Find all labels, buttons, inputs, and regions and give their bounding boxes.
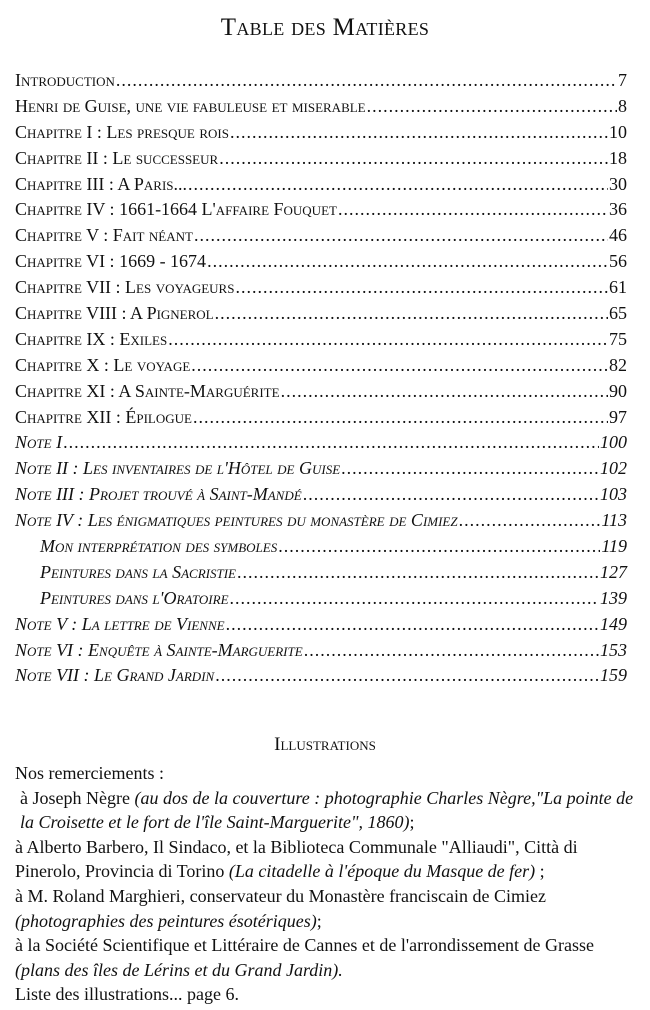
toc-entry-label: Chapitre IV : 1661-1664 L'affaire Fouquet [15, 199, 337, 220]
toc-entry [15, 458, 627, 484]
toc-entry-page: 46 [609, 225, 627, 246]
toc-leader-dots [215, 665, 599, 686]
toc-entry-page: 127 [600, 561, 627, 582]
illustrations-heading: Illustrations [274, 734, 376, 755]
toc-entry-label: Note III : Projet trouvé à Saint-Mandé [15, 484, 302, 505]
toc-leader-dots [304, 640, 599, 661]
toc-entry [15, 640, 627, 666]
ack-italic: (au dos de la couverture : photographie Charles Nègre,"La pointe de la Croisette et le fort de l'île Saint-Marguerite", 1860) [20, 787, 634, 833]
toc-entry [15, 199, 627, 225]
toc-leader-dots [226, 614, 599, 635]
toc-entry [15, 148, 627, 174]
toc-entry-page: 10 [609, 121, 627, 142]
toc-entry-page: 90 [609, 380, 627, 401]
toc-entry-label: Henri de Guise, une vie fabuleuse et miserable [15, 95, 366, 116]
toc-entry-page: 119 [601, 536, 627, 557]
toc-entry-page: 153 [600, 639, 627, 660]
ack-italic: (La citadelle à l'époque du Masque de fer) [228, 861, 536, 882]
toc-leader-dots [303, 484, 599, 505]
toc-leader-dots [193, 407, 608, 428]
ack-end: ; [535, 861, 545, 882]
toc-entry [15, 665, 627, 691]
ack-end: ; [409, 812, 415, 833]
toc-leader-dots [194, 225, 608, 246]
toc-leader-dots [116, 70, 617, 91]
toc-entry-label: Introduction [15, 70, 115, 90]
ack-footer: Liste des illustrations... page 6. [15, 984, 239, 1005]
toc-entry-page: 30 [609, 173, 627, 194]
toc-entry-label: Note V : La lettre de Vienne [15, 613, 225, 634]
toc-leader-dots [338, 199, 608, 220]
toc-entry-page: 100 [600, 432, 627, 453]
toc-leader-dots [207, 251, 608, 272]
toc-entry [15, 407, 627, 433]
toc-entry-label: Chapitre XII : Épilogue [15, 406, 192, 427]
toc-entry [15, 355, 627, 381]
toc-entry [15, 70, 627, 96]
toc-leader-dots [168, 329, 608, 350]
toc-entry [15, 432, 627, 458]
ack-italic: (plans des îles de Lérins et du Grand Jardin). [15, 959, 343, 980]
ack-text: à la Société Scientifique et Littéraire de Cannes et de l'arrondissement de Grasse [15, 935, 595, 956]
toc-entry [15, 536, 627, 562]
toc-entry [15, 174, 627, 200]
toc-entry-page: 103 [600, 484, 627, 505]
ack-item-marghieri [15, 884, 637, 933]
toc-entry-page: 159 [600, 665, 627, 686]
toc-entry-label: Note VI : Enquête à Sainte-Marguerite [15, 639, 303, 660]
toc-entry [15, 251, 627, 277]
ack-text: à M. Roland Marghieri, conservateur du Monastère franciscain de Cimiez [15, 885, 546, 906]
toc-leader-dots [230, 122, 608, 143]
toc-entry [15, 510, 627, 536]
toc-entry-label: Chapitre VII : Les voyageurs [15, 277, 235, 298]
toc-entry-page: 82 [609, 354, 627, 375]
toc-entry-page: 102 [600, 458, 627, 479]
ack-item-societe [15, 933, 637, 982]
toc-entry-page: 56 [609, 251, 627, 272]
toc-entry-label: Chapitre X : Le voyage [15, 354, 191, 375]
toc-leader-dots [63, 432, 599, 453]
toc-entry-page: 139 [600, 587, 627, 608]
acknowledgements [15, 761, 637, 1007]
page-title: Table des Matières [220, 14, 430, 41]
toc-entry-label: Chapitre III : A Paris... [15, 173, 188, 194]
toc-entry-label: Mon interprétation des symboles [40, 536, 278, 557]
toc-entry-page: 149 [600, 613, 627, 634]
toc-entry-page: 7 [618, 70, 627, 90]
toc-entry-label: Peintures dans la Sacristie [40, 561, 236, 582]
ack-text: à Joseph Nègre [20, 787, 135, 808]
toc-leader-dots [230, 588, 599, 609]
ack-end: ; [316, 910, 322, 931]
toc-leader-dots [278, 536, 600, 557]
toc-entry [15, 329, 627, 355]
toc-entry-label: Chapitre I : Les presque rois [15, 121, 229, 142]
toc-entry-label: Chapitre VIII : A Pignerol [15, 303, 214, 324]
toc-leader-dots [219, 148, 608, 169]
toc-entry-label: Note VII : Le Grand Jardin [15, 665, 215, 686]
toc-entry-label: Peintures dans l'Oratoire [40, 587, 229, 608]
toc-entry-label: Chapitre IX : Exiles [15, 328, 168, 349]
toc-entry [15, 562, 627, 588]
toc-entry-label: Note I [15, 432, 63, 453]
toc-entry-label: Chapitre VI : 1669 - 1674 [15, 251, 207, 272]
table-of-contents [15, 70, 627, 691]
toc-leader-dots [459, 510, 601, 531]
ack-intro: Nos remerciements : [15, 763, 164, 783]
toc-entry-page: 18 [609, 147, 627, 168]
toc-entry-page: 65 [609, 303, 627, 324]
toc-leader-dots [191, 355, 608, 376]
toc-entry-page: 75 [609, 328, 627, 349]
toc-leader-dots [281, 381, 608, 402]
ack-italic: (photographies des peintures ésotériques) [15, 910, 317, 931]
toc-entry [15, 225, 627, 251]
toc-entry-label: Chapitre XI : A Sainte-Marguérite [15, 380, 280, 401]
toc-entry [15, 484, 627, 510]
ack-text: à Alberto Barbero, Il Sindaco, et la Biblioteca Communale "Alliaudi", Città di Pinerolo, Provincia di Torino [15, 836, 578, 882]
toc-entry-page: 97 [609, 406, 627, 427]
toc-entry-label: Note II : Les inventaires de l'Hôtel de Guise [15, 458, 341, 479]
toc-entry-label: Chapitre V : Fait néant [15, 225, 193, 246]
toc-entry [15, 614, 627, 640]
toc-entry-label: Note IV : Les énigmatiques peintures du monastère de Cimiez [15, 510, 458, 531]
ack-item-negre [15, 786, 637, 835]
toc-entry-page: 8 [618, 95, 627, 116]
toc-entry-page: 36 [609, 199, 627, 220]
toc-entry [15, 122, 627, 148]
toc-entry-page: 113 [601, 510, 627, 531]
toc-leader-dots [341, 458, 599, 479]
toc-leader-dots [367, 96, 617, 117]
toc-entry [15, 588, 627, 614]
toc-leader-dots [235, 277, 608, 298]
toc-entry [15, 381, 627, 407]
toc-entry-page: 61 [609, 277, 627, 298]
toc-entry [15, 277, 627, 303]
toc-entry [15, 303, 627, 329]
ack-item-barbero [15, 835, 637, 884]
toc-leader-dots [188, 174, 608, 195]
toc-leader-dots [237, 562, 599, 583]
toc-entry [15, 96, 627, 122]
toc-leader-dots [215, 303, 608, 324]
toc-entry-label: Chapitre II : Le successeur [15, 147, 219, 168]
